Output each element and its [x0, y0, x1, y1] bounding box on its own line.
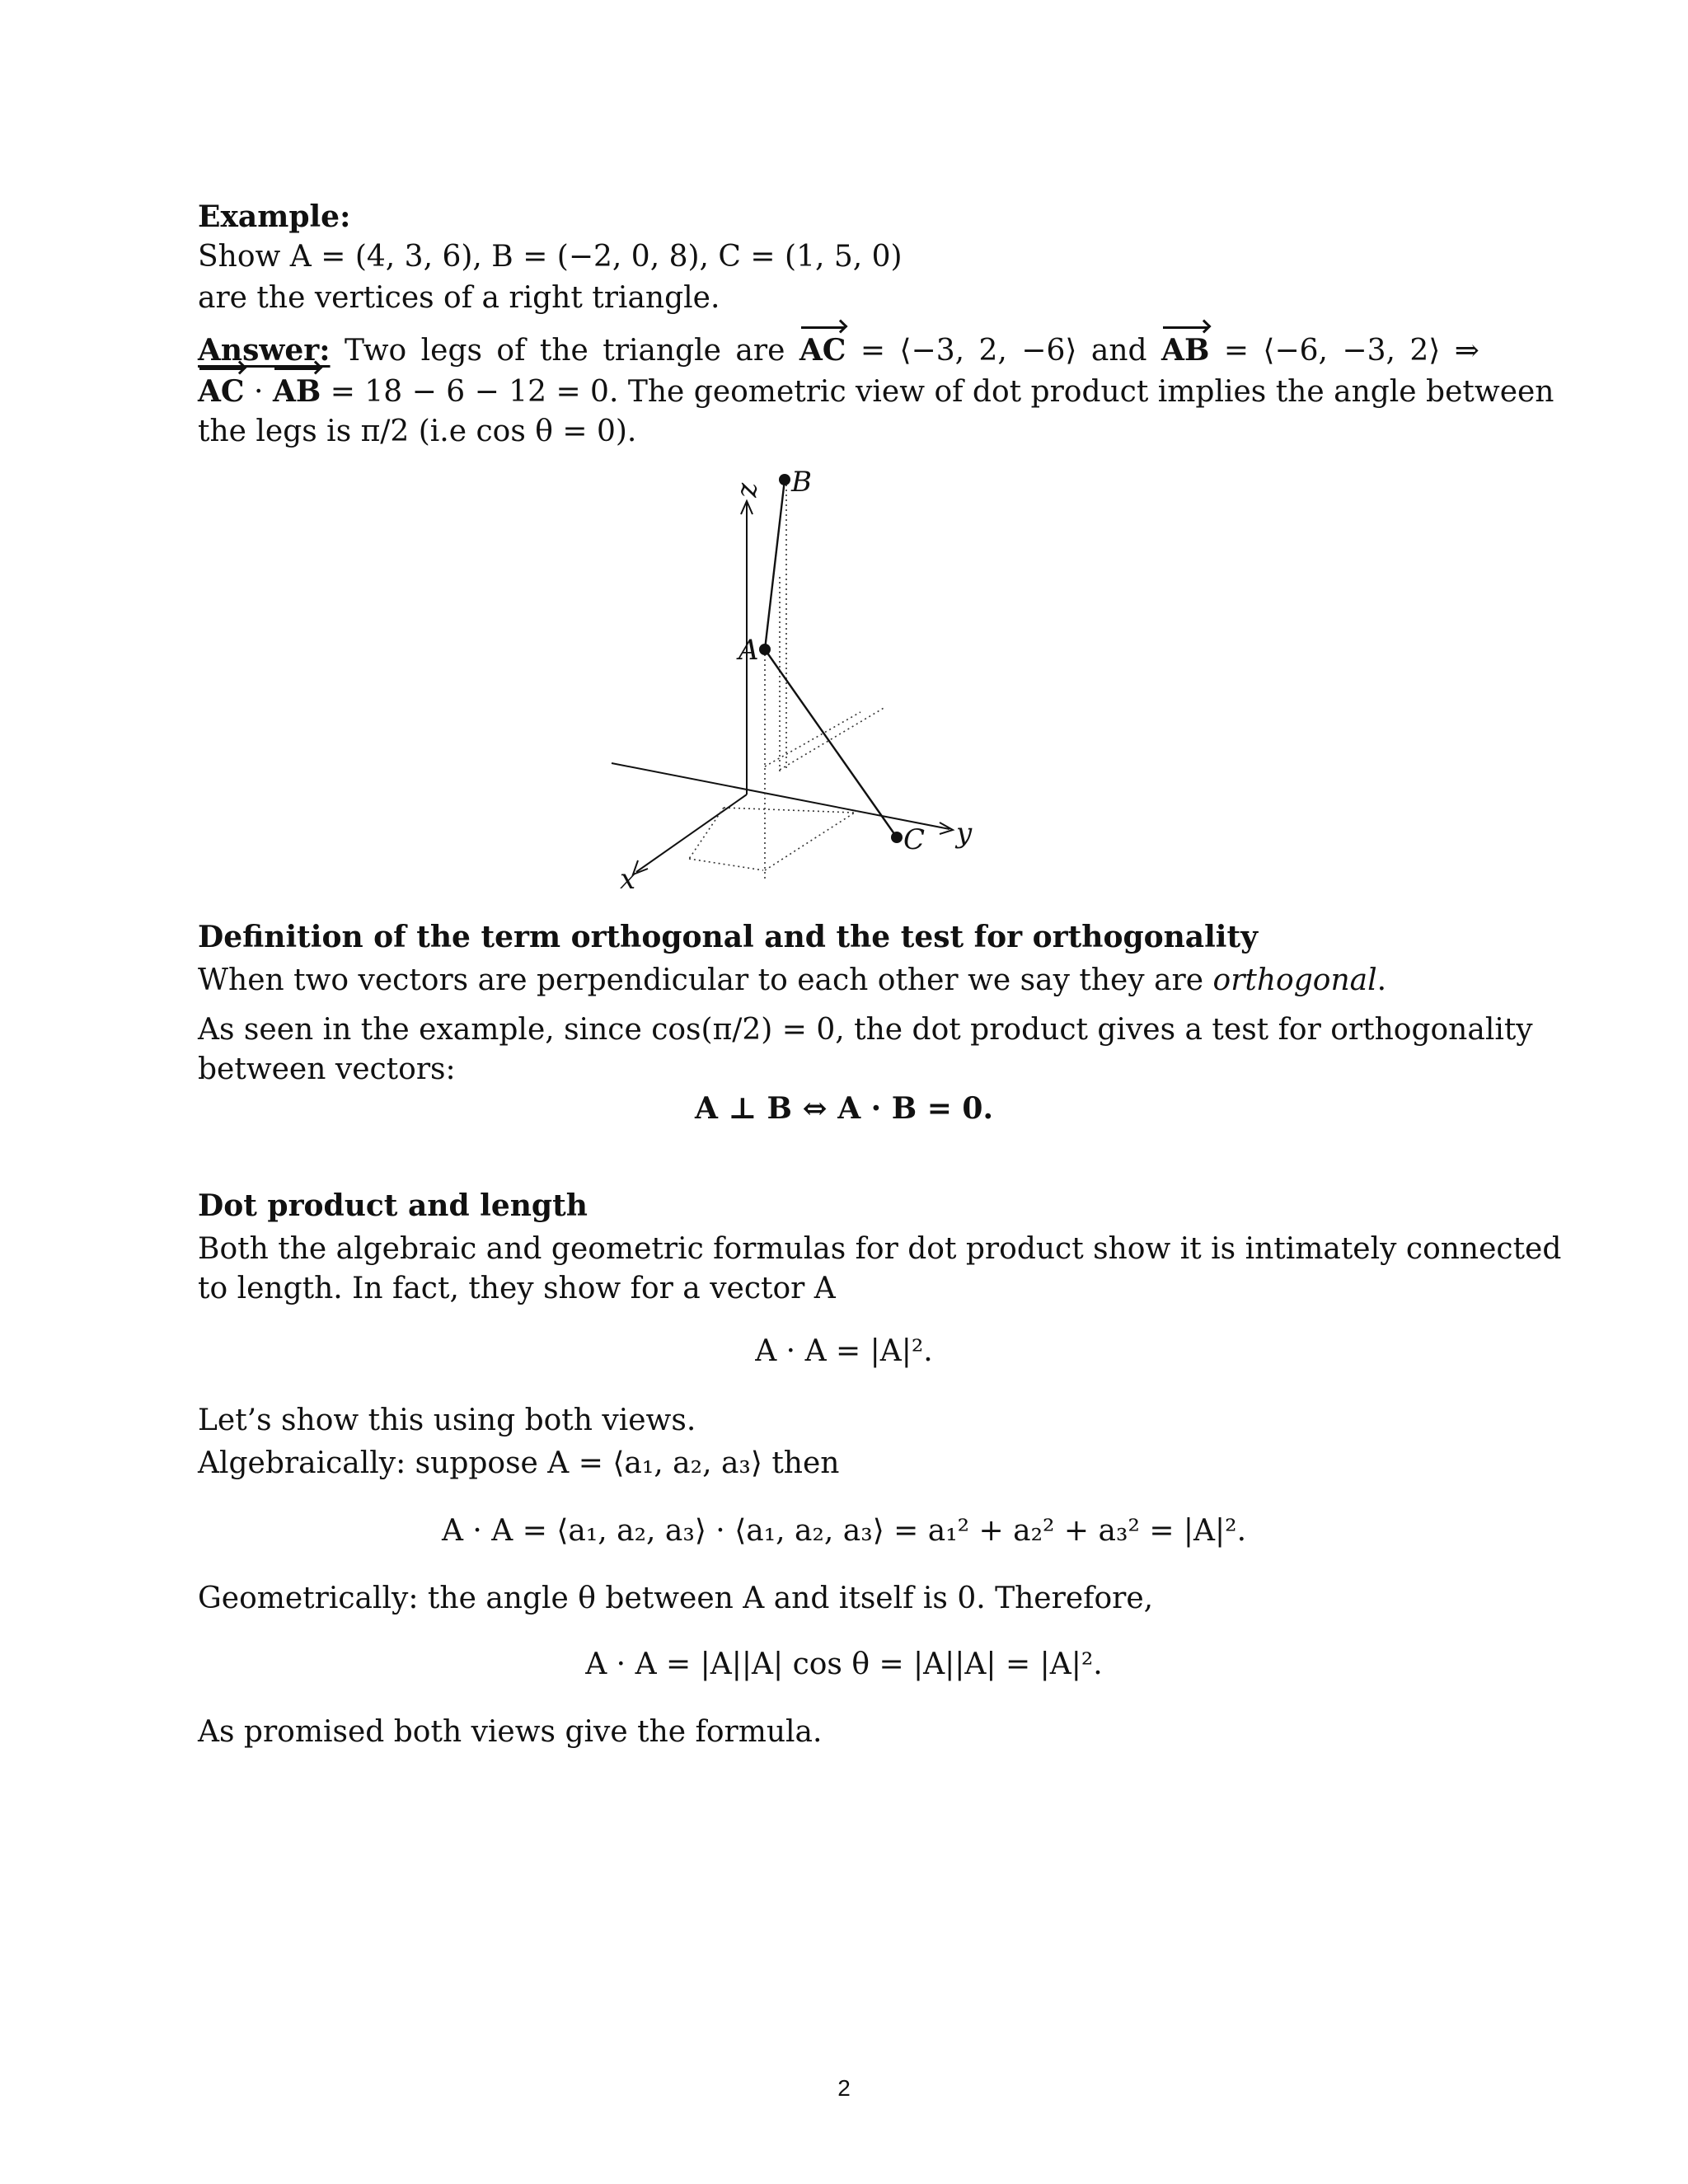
length-line2: to length. In fact, they show for a vector A	[198, 1272, 836, 1305]
orthogonal-line2: As seen in the example, since cos(π/2) = 0, the dot product gives a test for orthogonality	[198, 1013, 1533, 1047]
vertex-c-point	[891, 832, 903, 843]
label-z: z	[734, 483, 767, 498]
vector-ac: AC	[799, 333, 846, 368]
vector-ab-2: AB	[272, 374, 321, 409]
answer-line3: the legs is π/2 (i.e cos θ = 0).	[198, 415, 637, 448]
orthogonal-line1-text: When two vectors are perpendicular to each other we say they are	[198, 963, 1213, 997]
y-axis-line	[612, 763, 950, 829]
example-prompt-line1: Show A = (4, 3, 6), B = (−2, 0, 8), C = (1, 5, 0)	[198, 240, 903, 274]
views-line2: Algebraically: suppose A = ⟨a₁, a₂, a₃⟩ then	[198, 1446, 840, 1480]
x-axis-line	[636, 794, 747, 872]
label-b: B	[791, 466, 812, 499]
length-heading: Dot product and length	[198, 1188, 588, 1223]
geometric-formula: A · A = |A||A| cos θ = |A||A| = |A|².	[585, 1647, 1103, 1681]
orthogonal-line1-end: .	[1376, 963, 1387, 997]
orthogonal-term: orthogonal	[1212, 963, 1377, 997]
label-a: A	[738, 634, 759, 667]
and-word: and	[1090, 334, 1147, 368]
label-x: x	[620, 863, 636, 890]
triangle-sides	[765, 480, 897, 837]
vector-ac-2: AC	[198, 374, 245, 409]
length-formula: A · A = |A|².	[755, 1334, 933, 1368]
dot-result: = 18 − 6 − 12 = 0. The geometric view of dot product implies the angle between	[330, 375, 1554, 409]
answer-line2	[198, 374, 1554, 410]
answer-line1	[198, 333, 1479, 368]
answer-intro: Two legs of the triangle are	[344, 334, 785, 368]
example-heading: Example:	[198, 199, 351, 234]
triangle-3d-figure	[577, 462, 1006, 890]
vertex-b-point	[779, 474, 790, 485]
example-prompt-line2: are the vertices of a right triangle.	[198, 281, 720, 315]
vector-ab: AB	[1161, 333, 1210, 368]
orthogonal-line1	[198, 963, 1386, 998]
length-line1: Both the algebraic and geometric formulas for dot product show it is intimately connected	[198, 1232, 1562, 1266]
ab-value: = ⟨−6, −3, 2⟩ ⇒	[1223, 334, 1479, 368]
orthogonality-formula: A ⊥ B ⇔ A · B = 0.	[695, 1091, 993, 1126]
orthogonal-heading: Definition of the term orthogonal and the test for orthogonality	[198, 920, 1259, 954]
vertex-a-point	[759, 644, 771, 655]
label-y: y	[956, 817, 973, 850]
views-line3: Geometrically: the angle θ between A and itself is 0. Therefore,	[198, 1582, 1154, 1615]
views-line1: Let’s show this using both views.	[198, 1404, 696, 1437]
answer-label: Answer:	[198, 333, 331, 368]
orthogonal-line3: between vectors:	[198, 1052, 456, 1086]
dot-operator: ·	[254, 375, 264, 409]
ac-value: = ⟨−3, 2, −6⟩	[860, 334, 1077, 368]
algebraic-formula: A · A = ⟨a₁, a₂, a₃⟩ · ⟨a₁, a₂, a₃⟩ = a₁² + a₂² + a₃² = |A|².	[441, 1514, 1247, 1548]
views-line4: As promised both views give the formula.	[198, 1715, 823, 1749]
label-c: C	[903, 823, 926, 856]
page-number: 2	[837, 2075, 851, 2101]
